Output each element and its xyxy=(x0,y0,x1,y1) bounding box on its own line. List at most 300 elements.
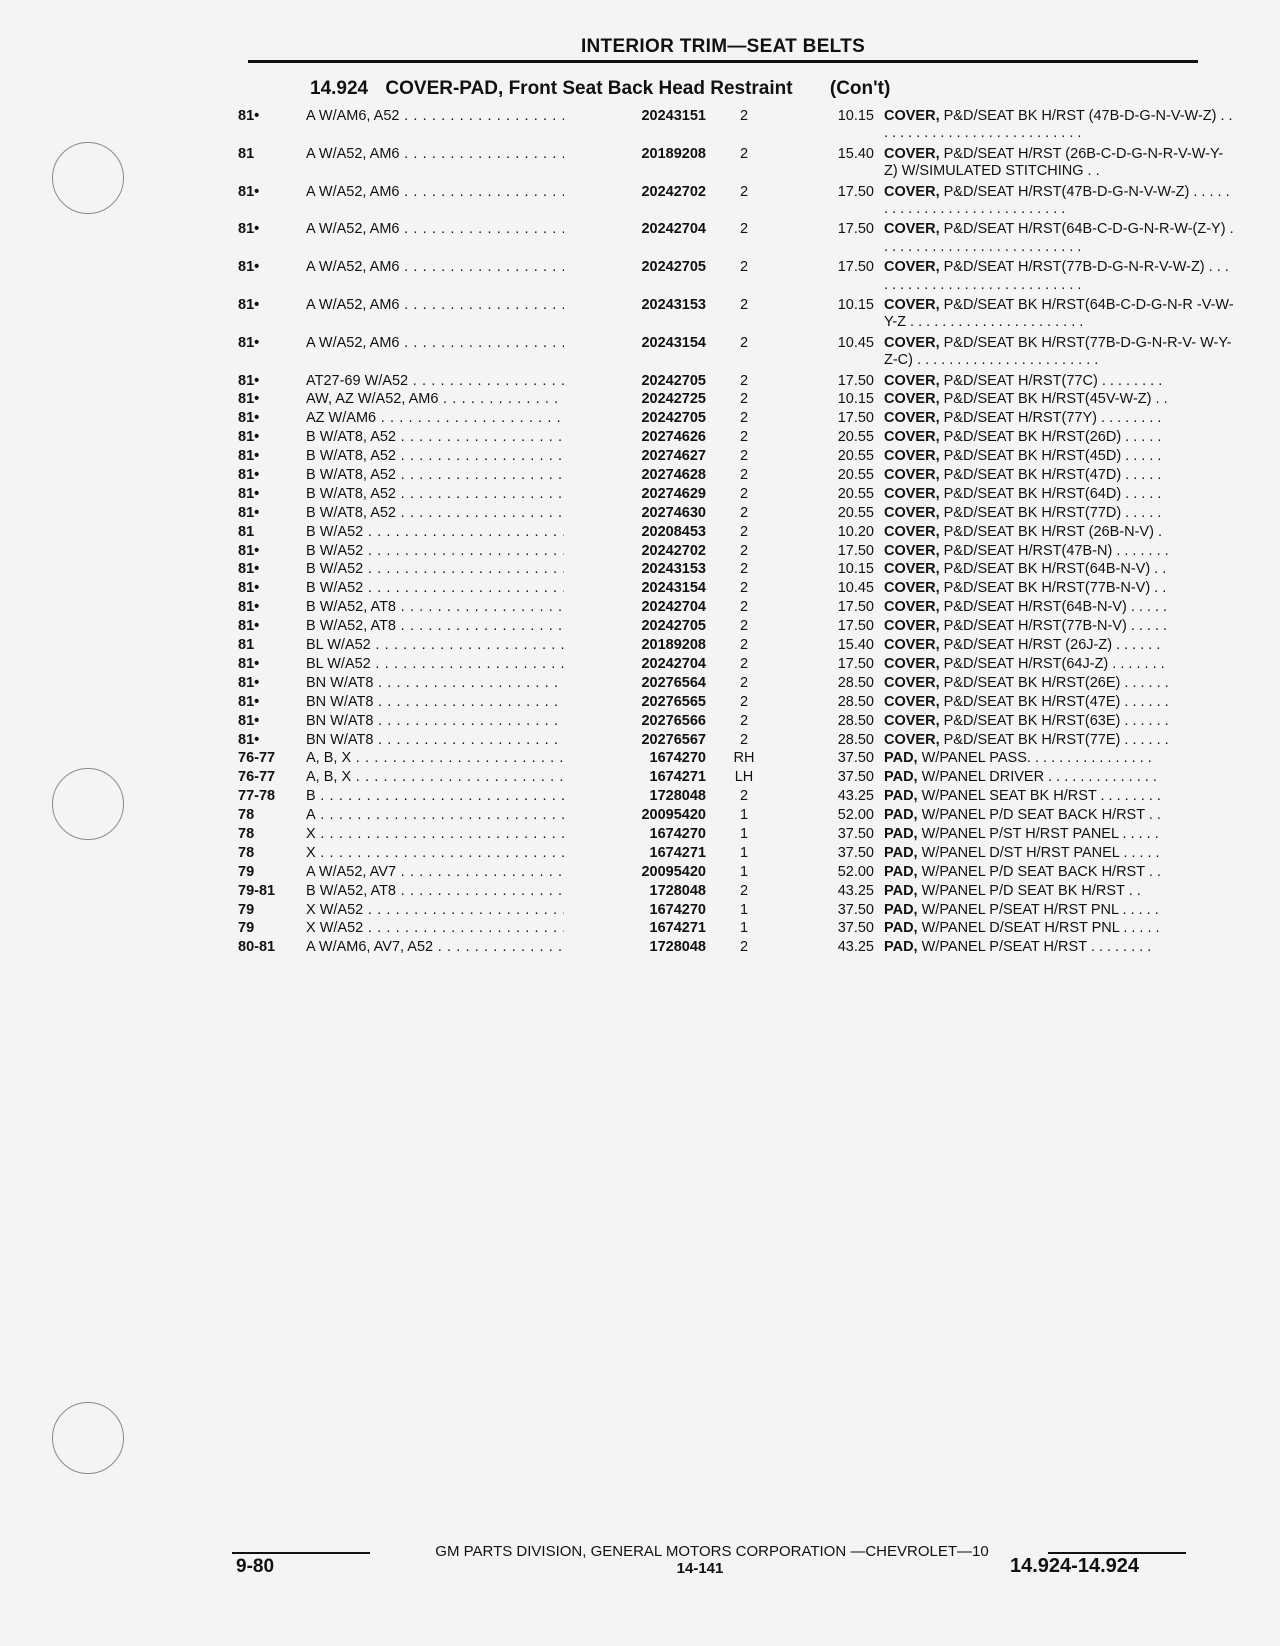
quantity-cell: 2 xyxy=(739,221,749,238)
description-cell xyxy=(884,543,1236,560)
model-cell: A W/A52, AM6 . . . xyxy=(306,335,564,352)
part-number-cell: 20242705 xyxy=(641,618,706,635)
description-text: P&D/SEAT H/RST(64J-Z) . . . . . . . xyxy=(943,655,1165,672)
description-cell xyxy=(884,486,1236,503)
price-cell: 17.50 xyxy=(837,221,874,238)
description-cell xyxy=(884,373,1236,390)
year-cell: 76-77 xyxy=(238,769,276,786)
part-number-cell: 1674270 xyxy=(649,825,706,842)
description-head: COVER, xyxy=(884,693,940,710)
quantity-cell: 2 xyxy=(739,448,749,465)
year-cell: 79-81 xyxy=(238,882,276,899)
model-cell: BL W/A52 . . . xyxy=(306,637,564,654)
model-cell: A W/A52, AM6 . . . xyxy=(306,221,564,238)
year-cell: 81• xyxy=(238,259,260,276)
year-cell: 81• xyxy=(238,561,260,578)
model-cell: A W/A52, AM6 . . . xyxy=(306,146,564,163)
quantity-cell: 1 xyxy=(739,901,749,918)
price-cell: 10.45 xyxy=(837,334,874,351)
year-cell: 81• xyxy=(238,391,260,408)
part-number-cell: 1674270 xyxy=(649,901,706,918)
price-cell: 37.50 xyxy=(837,920,874,937)
model-cell: B W/A52 . . . xyxy=(306,580,564,597)
table-row xyxy=(238,769,1198,788)
quantity-cell: 2 xyxy=(739,372,749,389)
description-head: COVER, xyxy=(884,391,940,408)
year-cell: 79 xyxy=(238,863,255,880)
year-cell: 81• xyxy=(238,504,260,521)
description-text: P&D/SEAT BK H/RST(64B-N-V) . . xyxy=(943,561,1167,578)
table-row xyxy=(238,713,1198,732)
price-cell: 43.25 xyxy=(837,882,874,899)
part-number-cell: 20276566 xyxy=(641,712,706,729)
description-text: P&D/SEAT BK H/RST(45D) . . . . . xyxy=(943,448,1162,465)
footer-date: 9-80 xyxy=(236,1556,275,1577)
model-cell: A W/A52, AM6 . . . xyxy=(306,184,564,201)
model-cell: A W/A52, AV7 . . . xyxy=(306,864,564,881)
description-cell xyxy=(884,146,1236,181)
model-cell: X W/A52 . . . xyxy=(306,902,564,919)
table-row xyxy=(238,599,1198,618)
description-cell xyxy=(884,297,1236,332)
description-text: P&D/SEAT BK H/RST(63E) . . . . . . xyxy=(943,712,1169,729)
model-cell: A W/AM6, AV7, A52 . . . xyxy=(306,939,564,956)
table-row xyxy=(238,429,1198,448)
part-number-cell: 20274630 xyxy=(641,504,706,521)
description-head: COVER, xyxy=(884,618,940,635)
description-text: P&D/SEAT BK H/RST (26B-N-V) . xyxy=(943,523,1162,540)
section-name: COVER-PAD, Front Seat Back Head Restraint xyxy=(385,78,793,99)
price-cell: 10.15 xyxy=(837,108,874,124)
table-row xyxy=(238,920,1198,939)
description-head: COVER, xyxy=(884,485,940,502)
table-row xyxy=(238,675,1198,694)
price-cell: 37.50 xyxy=(837,825,874,842)
table-row xyxy=(238,221,1234,259)
description-text: P&D/SEAT H/RST(77C) . . . . . . . . xyxy=(943,372,1163,389)
table-row xyxy=(238,448,1198,467)
price-cell: 20.55 xyxy=(837,467,874,484)
description-head: PAD, xyxy=(884,769,918,786)
table-row xyxy=(238,656,1198,675)
model-cell: BN W/AT8 . . . xyxy=(306,694,564,711)
part-number-cell: 20242705 xyxy=(641,410,706,427)
description-cell xyxy=(884,750,1236,767)
description-cell xyxy=(884,410,1236,427)
description-cell xyxy=(884,637,1236,654)
year-cell: 77-78 xyxy=(238,788,276,805)
description-head: COVER, xyxy=(884,448,940,465)
description-cell xyxy=(884,184,1236,219)
model-cell: BN W/AT8 . . . xyxy=(306,713,564,730)
description-head: COVER, xyxy=(884,599,940,616)
year-cell: 81• xyxy=(238,618,260,635)
quantity-cell: 2 xyxy=(739,108,749,124)
description-text: P&D/SEAT H/RST (26B-C-D-G-N-R-V-W-Y-Z) W/SIMULATED STITCHING . . xyxy=(884,145,1224,180)
table-row xyxy=(238,826,1198,845)
price-cell: 17.50 xyxy=(837,618,874,635)
table-row xyxy=(238,618,1198,637)
description-cell xyxy=(884,524,1236,541)
year-cell: 81• xyxy=(238,296,260,313)
description-head: COVER, xyxy=(884,410,940,427)
description-cell xyxy=(884,675,1236,692)
description-head: COVER, xyxy=(884,259,940,276)
quantity-cell: RH xyxy=(733,750,755,767)
description-text: P&D/SEAT BK H/RST(45V-W-Z) . . xyxy=(943,391,1168,408)
year-cell: 81• xyxy=(238,448,260,465)
price-cell: 52.00 xyxy=(837,863,874,880)
year-cell: 81• xyxy=(238,485,260,502)
description-head: COVER, xyxy=(884,372,940,389)
table-row xyxy=(238,108,1233,146)
model-cell: BL W/A52 . . . xyxy=(306,656,564,673)
description-text: W/PANEL SEAT BK H/RST . . . . . . . . xyxy=(921,788,1161,805)
part-number-cell: 20243151 xyxy=(641,108,706,124)
part-number-cell: 20095420 xyxy=(641,807,706,824)
quantity-cell: 2 xyxy=(739,391,749,408)
description-cell xyxy=(884,221,1236,256)
table-row xyxy=(238,391,1198,410)
part-number-cell: 20208453 xyxy=(641,523,706,540)
year-cell: 81• xyxy=(238,334,260,351)
table-row xyxy=(238,524,1198,543)
year-cell: 81• xyxy=(238,542,260,559)
quantity-cell: 2 xyxy=(739,655,749,672)
description-head: COVER, xyxy=(884,580,940,597)
description-cell xyxy=(884,788,1236,805)
model-cell: B W/A52 . . . xyxy=(306,543,564,560)
table-row xyxy=(238,788,1198,807)
table-row xyxy=(238,580,1198,599)
part-number-cell: 20243153 xyxy=(641,296,706,313)
description-text: P&D/SEAT BK H/RST(64D) . . . . . xyxy=(943,485,1162,502)
year-cell: 81• xyxy=(238,693,260,710)
table-row xyxy=(238,561,1198,580)
description-text: P&D/SEAT BK H/RST(47E) . . . . . . xyxy=(943,693,1169,710)
model-cell: A, B, X . . . xyxy=(306,769,564,786)
description-text: P&D/SEAT BK H/RST(47D) . . . . . xyxy=(943,467,1162,484)
description-cell xyxy=(884,259,1236,294)
part-number-cell: 20242704 xyxy=(641,655,706,672)
price-cell: 17.50 xyxy=(837,599,874,616)
model-cell: A W/AM6, A52 . . . xyxy=(306,108,564,125)
description-cell xyxy=(884,467,1236,484)
description-text: P&D/SEAT BK H/RST(77E) . . . . . . xyxy=(943,731,1169,748)
part-number-cell: 1674271 xyxy=(649,844,706,861)
binder-hole-middle xyxy=(52,768,124,840)
quantity-cell: 2 xyxy=(739,712,749,729)
model-cell: B W/A52, AT8 . . . xyxy=(306,599,564,616)
price-cell: 17.50 xyxy=(837,259,874,276)
part-number-cell: 20243153 xyxy=(641,561,706,578)
description-text: W/PANEL DRIVER . . . . . . . . . . . . . . xyxy=(921,769,1157,786)
price-cell: 10.15 xyxy=(837,296,874,313)
description-cell xyxy=(884,864,1236,881)
description-text: P&D/SEAT BK H/RST (47B-D-G-N-V-W-Z) . . . . . . . . . . . . . . . . . . . . . . . . . . . xyxy=(884,108,1233,142)
quantity-cell: 2 xyxy=(739,618,749,635)
quantity-cell: 2 xyxy=(739,561,749,578)
table-row xyxy=(238,864,1198,883)
quantity-cell: 1 xyxy=(739,825,749,842)
quantity-cell: LH xyxy=(734,769,754,786)
description-cell xyxy=(884,448,1236,465)
description-head: COVER, xyxy=(884,429,940,446)
price-cell: 28.50 xyxy=(837,674,874,691)
description-head: PAD, xyxy=(884,750,918,767)
model-cell: A . . . xyxy=(306,807,564,824)
footer-page-number: 14-141 xyxy=(676,1560,724,1577)
table-row xyxy=(238,505,1198,524)
description-head: COVER, xyxy=(884,221,940,238)
description-cell xyxy=(884,902,1236,919)
price-cell: 10.20 xyxy=(837,523,874,540)
year-cell: 81• xyxy=(238,580,260,597)
price-cell: 37.50 xyxy=(837,844,874,861)
quantity-cell: 2 xyxy=(739,504,749,521)
part-number-cell: 20274629 xyxy=(641,485,706,502)
quantity-cell: 2 xyxy=(739,637,749,654)
year-cell: 81• xyxy=(238,599,260,616)
description-text: W/PANEL P/D SEAT BACK H/RST . . xyxy=(921,863,1161,880)
table-row xyxy=(238,750,1198,769)
description-head: COVER, xyxy=(884,674,940,691)
description-head: COVER, xyxy=(884,542,940,559)
description-cell xyxy=(884,920,1236,937)
section-title xyxy=(310,78,902,100)
description-text: P&D/SEAT BK H/RST(77B-D-G-N-R-V- W-Y-Z-C) . . . . . . . . . . . . . . . . . . . . . . . xyxy=(884,334,1232,369)
description-head: PAD, xyxy=(884,844,918,861)
table-row xyxy=(238,296,1234,335)
quantity-cell: 2 xyxy=(739,467,749,484)
table-row xyxy=(238,410,1198,429)
description-cell xyxy=(884,505,1236,522)
quantity-cell: 2 xyxy=(739,599,749,616)
model-cell: X . . . xyxy=(306,826,564,843)
year-cell: 80-81 xyxy=(238,939,276,956)
price-cell: 20.55 xyxy=(837,485,874,502)
model-cell: BN W/AT8 . . . xyxy=(306,675,564,692)
quantity-cell: 2 xyxy=(739,429,749,446)
description-cell xyxy=(884,883,1236,900)
year-cell: 81• xyxy=(238,467,260,484)
description-head: COVER, xyxy=(884,145,940,162)
price-cell: 20.55 xyxy=(837,448,874,465)
binder-hole-bottom xyxy=(52,1402,124,1474)
quantity-cell: 2 xyxy=(739,259,749,276)
footer-publisher: GM PARTS DIVISION, GENERAL MOTORS CORPORATION —CHEVROLET—10 xyxy=(435,1543,989,1560)
description-head: PAD, xyxy=(884,807,918,824)
price-cell: 10.45 xyxy=(837,580,874,597)
price-cell: 10.15 xyxy=(837,561,874,578)
quantity-cell: 2 xyxy=(739,296,749,313)
description-cell xyxy=(884,732,1236,749)
description-text: P&D/SEAT H/RST(47B-D-G-N-V-W-Z) . . . . . . . . . . . . . . . . . . . . . . . . . . . . xyxy=(884,183,1230,217)
description-text: W/PANEL D/ST H/RST PANEL . . . . . xyxy=(921,844,1160,861)
year-cell: 81• xyxy=(238,731,260,748)
description-head: PAD, xyxy=(884,920,918,937)
model-cell: A, B, X . . . xyxy=(306,750,564,767)
description-cell xyxy=(884,694,1236,711)
model-cell: B . . . xyxy=(306,788,564,805)
description-text: W/PANEL P/SEAT H/RST . . . . . . . . xyxy=(921,939,1152,956)
model-cell: A W/A52, AM6 . . . xyxy=(306,297,564,314)
description-head: PAD, xyxy=(884,788,918,805)
description-head: COVER, xyxy=(884,712,940,729)
price-cell: 28.50 xyxy=(837,712,874,729)
model-cell: B W/A52 . . . xyxy=(306,561,564,578)
header-rule xyxy=(248,60,1198,63)
year-cell: 81• xyxy=(238,712,260,729)
quantity-cell: 1 xyxy=(739,844,749,861)
part-number-cell: 20242702 xyxy=(641,542,706,559)
quantity-cell: 2 xyxy=(739,334,749,351)
year-cell: 81• xyxy=(238,183,260,200)
description-cell xyxy=(884,391,1236,408)
description-head: COVER, xyxy=(884,561,940,578)
quantity-cell: 2 xyxy=(739,580,749,597)
description-head: PAD, xyxy=(884,863,918,880)
part-number-cell: 1674271 xyxy=(649,920,706,937)
price-cell: 20.55 xyxy=(837,429,874,446)
description-text: P&D/SEAT BK H/RST(77D) . . . . . xyxy=(943,504,1162,521)
quantity-cell: 1 xyxy=(739,863,749,880)
price-cell: 37.50 xyxy=(837,901,874,918)
quantity-cell: 2 xyxy=(739,542,749,559)
description-text: W/PANEL P/ST H/RST PANEL . . . . . xyxy=(921,825,1159,842)
part-number-cell: 20242704 xyxy=(641,221,706,238)
price-cell: 17.50 xyxy=(837,410,874,427)
footer-range: 14.924-14.924 xyxy=(1010,1555,1140,1577)
part-number-cell: 20274628 xyxy=(641,467,706,484)
price-cell: 28.50 xyxy=(837,693,874,710)
part-number-cell: 20276564 xyxy=(641,674,706,691)
quantity-cell: 2 xyxy=(739,145,749,162)
part-number-cell: 20242702 xyxy=(641,183,706,200)
model-cell: B W/A52, AT8 . . . xyxy=(306,618,564,635)
quantity-cell: 1 xyxy=(739,920,749,937)
table-row xyxy=(238,883,1198,902)
description-cell xyxy=(884,335,1236,370)
price-cell: 17.50 xyxy=(837,183,874,200)
description-cell xyxy=(884,429,1236,446)
model-cell: B W/AT8, A52 . . . xyxy=(306,448,564,465)
price-cell: 37.50 xyxy=(837,750,874,767)
model-cell: AW, AZ W/A52, AM6 . . . xyxy=(306,391,564,408)
description-text: P&D/SEAT H/RST(64B-N-V) . . . . . xyxy=(943,599,1168,616)
part-number-cell: 20276565 xyxy=(641,693,706,710)
description-head: COVER, xyxy=(884,637,940,654)
description-cell xyxy=(884,656,1236,673)
table-row xyxy=(238,183,1230,222)
part-number-cell: 20189208 xyxy=(641,637,706,654)
year-cell: 81• xyxy=(238,108,260,124)
description-text: W/PANEL D/SEAT H/RST PNL . . . . . xyxy=(921,920,1160,937)
year-cell: 78 xyxy=(238,844,255,861)
description-head: COVER, xyxy=(884,655,940,672)
table-row xyxy=(238,807,1198,826)
description-text: P&D/SEAT H/RST(64B-C-D-G-N-R-W-(Z-Y) . . . . . . . . . . . . . . . . . . . . . . . . . . xyxy=(884,221,1234,255)
model-cell: B W/AT8, A52 . . . xyxy=(306,467,564,484)
part-number-cell: 1728048 xyxy=(649,939,706,956)
description-head: PAD, xyxy=(884,825,918,842)
description-cell xyxy=(884,939,1236,956)
description-head: COVER, xyxy=(884,296,940,313)
year-cell: 78 xyxy=(238,807,255,824)
price-cell: 43.25 xyxy=(837,788,874,805)
description-head: PAD, xyxy=(884,939,918,956)
quantity-cell: 2 xyxy=(739,939,749,956)
footer-rule-right xyxy=(1048,1552,1186,1554)
table-row xyxy=(238,939,1198,958)
part-number-cell: 20242704 xyxy=(641,599,706,616)
table-row xyxy=(238,259,1229,297)
table-row xyxy=(238,145,1224,184)
model-cell: B W/A52, AT8 . . . xyxy=(306,883,564,900)
binder-hole-top xyxy=(52,142,124,214)
table-row xyxy=(238,334,1232,373)
model-cell: B W/AT8, A52 . . . xyxy=(306,429,564,446)
model-cell: X W/A52 . . . xyxy=(306,920,564,937)
part-number-cell: 20243154 xyxy=(641,334,706,351)
description-head: COVER, xyxy=(884,183,940,200)
description-text: P&D/SEAT BK H/RST(64B-C-D-G-N-R -V-W-Y-Z . . . . . . . . . . . . . . . . . . . . . . xyxy=(884,296,1234,331)
model-cell: BN W/AT8 . . . xyxy=(306,732,564,749)
price-cell: 10.15 xyxy=(837,391,874,408)
price-cell: 37.50 xyxy=(837,769,874,786)
description-cell xyxy=(884,108,1236,143)
table-row xyxy=(238,486,1198,505)
section-continued: (Con't) xyxy=(829,78,891,99)
description-head: COVER, xyxy=(884,731,940,748)
year-cell: 81• xyxy=(238,655,260,672)
table-row xyxy=(238,373,1198,392)
description-cell xyxy=(884,769,1236,786)
price-cell: 15.40 xyxy=(837,637,874,654)
year-cell: 76-77 xyxy=(238,750,276,767)
parts-table xyxy=(238,108,1234,958)
description-cell xyxy=(884,713,1236,730)
quantity-cell: 2 xyxy=(739,410,749,427)
quantity-cell: 2 xyxy=(739,674,749,691)
year-cell: 81 xyxy=(238,145,255,162)
year-cell: 79 xyxy=(238,920,255,937)
year-cell: 81• xyxy=(238,410,260,427)
description-text: P&D/SEAT H/RST(47B-N) . . . . . . . xyxy=(943,542,1169,559)
model-cell: AZ W/AM6 . . . xyxy=(306,410,564,427)
quantity-cell: 2 xyxy=(739,693,749,710)
price-cell: 17.50 xyxy=(837,372,874,389)
part-number-cell: 20242725 xyxy=(641,391,706,408)
part-number-cell: 20242705 xyxy=(641,259,706,276)
table-row xyxy=(238,845,1198,864)
description-cell xyxy=(884,599,1236,616)
price-cell: 28.50 xyxy=(837,731,874,748)
part-number-cell: 20189208 xyxy=(641,145,706,162)
description-text: P&D/SEAT H/RST(77B-D-G-N-R-V-W-Z) . . . . . . . . . . . . . . . . . . . . . . . . . . . . xyxy=(884,259,1229,293)
description-text: P&D/SEAT H/RST(77B-N-V) . . . . . xyxy=(943,618,1168,635)
description-text: W/PANEL P/SEAT H/RST PNL . . . . . xyxy=(921,901,1159,918)
table-row xyxy=(238,732,1198,751)
table-row xyxy=(238,467,1198,486)
part-number-cell: 20242705 xyxy=(641,372,706,389)
price-cell: 52.00 xyxy=(837,807,874,824)
price-cell: 43.25 xyxy=(837,939,874,956)
model-cell: A W/A52, AM6 . . . xyxy=(306,259,564,276)
description-cell xyxy=(884,618,1236,635)
part-number-cell: 1674271 xyxy=(649,769,706,786)
page-header: INTERIOR TRIM—SEAT BELTS xyxy=(580,36,866,57)
